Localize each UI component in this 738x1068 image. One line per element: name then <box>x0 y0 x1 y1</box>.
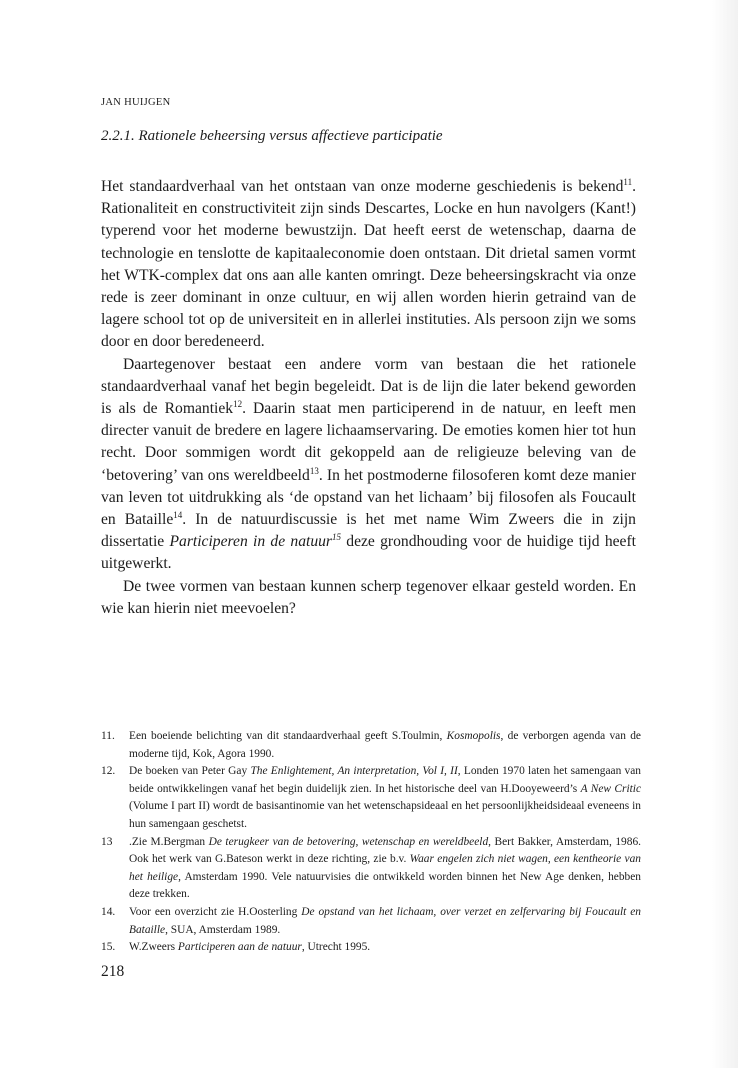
footnote-14 <box>101 904 641 939</box>
footnotes <box>101 728 641 957</box>
text-run: , de verborgen agenda van de moderne tijd, Kok, Agora 1990. <box>129 730 641 760</box>
italic-text: De opstand van het lichaam, over verzet en zelfervaring bij Foucault en Bataille <box>129 905 641 936</box>
footnote-11 <box>101 728 641 763</box>
page-edge-shadow <box>712 0 738 1068</box>
text-run: (Volume I part II) wordt de basisantinomie van het wetenschapsideaal en het persoonlijkheidsideaal eveneens in hun samengaan geschetst. <box>129 800 641 830</box>
footnote-number: 15. <box>101 941 116 954</box>
footnote-text <box>129 836 641 901</box>
body-text <box>101 176 636 620</box>
footnote-ref: 13 <box>309 465 319 476</box>
text-run: Daartegenover bestaat een andere vorm van bestaan die het rationele standaardverhaal vanaf het begin begeleidt. Dat is de lijn die later bekend geworden is als de Romantiek <box>101 355 636 418</box>
paragraph-1 <box>101 176 636 354</box>
text-run: Een boeiende belichting van dit standaardverhaal geeft S.Toulmin, <box>129 730 447 742</box>
footnote-text <box>129 765 641 830</box>
footnote-text <box>129 906 641 936</box>
text-run: . Rationaliteit en constructiviteit zijn sinds Descartes, Locke en hun navolgers (Kant!) typerend voor het moderne bewustzijn. Dat heeft eerst de wetenschap, daarna de technologie en tenslotte de kapitaaleconomie doen ontstaan. Dit drietal samen vormt het WTK-complex dat ons aan alle kanten omringt. Deze beheersingskracht via onze rede is zeer dominant in onze cultuur, en wij allen worden hierin getraind van de lagere school tot op de universiteit en in allerlei instituties. Als persoon zijn we soms door en door beredeneerd. <box>101 178 636 351</box>
text-run: De twee vormen van bestaan kunnen scherp tegenover elkaar gesteld worden. En wie kan hierin niet meevoelen? <box>101 577 636 617</box>
text-run: , Londen 1970 laten het samengaan van beide ontwikkelingen vanaf het begin duidelijk zien. In het historische deel van H.Dooyeweerd’s <box>129 765 642 795</box>
text-run: deze grondhouding voor de huidige tijd heeft uitgewerkt. <box>101 533 636 573</box>
text-run: . In het postmoderne filosoferen komt deze manier van leven tot uitdrukking als ‘de opstand van het lichaam’ bij filosofen als Foucault en Bataille <box>101 466 637 529</box>
running-head: JAN HUIJGEN <box>101 97 171 108</box>
footnote-ref: 14 <box>173 509 183 520</box>
paragraph-2 <box>101 354 636 576</box>
section-title: 2.2.1. Rationele beheersing versus affectieve participatie <box>101 128 443 144</box>
text-run: Voor een overzicht zie H.Oosterling <box>129 905 302 918</box>
text-run: Het standaardverhaal van het ontstaan van onze moderne geschiedenis is bekend <box>101 178 624 195</box>
footnote-13 <box>101 834 641 904</box>
footnote-number: 12. <box>101 765 116 778</box>
footnote-12 <box>101 763 641 833</box>
footnote-number: 13 <box>101 835 113 848</box>
text-run: . Daarin staat men participerend in de natuur, en leeft men directer vanuit de bredere en lagere lichaamservaring. De emoties komen hier tot hun recht. Door sommigen wordt dit gekoppeld aan de religieuze beleving van de ‘betovering’ van ons wereldbeeld <box>101 400 636 484</box>
text-run: , Amsterdam 1990. Vele natuurvisies die ontwikkeld worden binnen het New Age denken, hebben deze trekken. <box>129 870 641 901</box>
footnote-ref: 15 <box>332 532 341 543</box>
page-number: 218 <box>101 963 125 980</box>
text-run: W.Zweers <box>129 941 178 954</box>
text-run: , SUA, Amsterdam 1989. <box>165 923 281 936</box>
italic-text: De terugkeer van de betovering, wetenschap en wereldbeeld <box>208 835 489 848</box>
italic-text: Participeren in de natuur <box>169 533 332 551</box>
footnote-ref: 12 <box>233 398 243 409</box>
footnote-ref: 11 <box>623 176 633 187</box>
italic-text: Kosmopolis <box>446 730 501 742</box>
italic-text: Participeren aan de natuur <box>177 941 302 954</box>
text-run: De boeken van Peter Gay <box>129 765 251 778</box>
text-run: .Zie M.Bergman <box>129 835 209 848</box>
text-run: , Bert Bakker, Amsterdam, 1986. Ook het werk van G.Bateson werkt in deze richting, zie b.v. <box>129 835 641 866</box>
text-run: . In de natuurdiscussie is het met name Wim Zweers die in zijn dissertatie <box>101 511 636 551</box>
italic-text: A New Critic <box>580 782 641 795</box>
italic-text: The Enlightement, An interpretation, Vol I, II <box>250 765 458 778</box>
footnote-text <box>129 730 641 760</box>
footnote-number: 11. <box>101 730 115 742</box>
footnote-15 <box>101 939 641 957</box>
footnote-text <box>129 941 370 953</box>
text-run: , Utrecht 1995. <box>301 941 371 954</box>
footnote-number: 14. <box>101 905 116 918</box>
italic-text: Waar engelen zich niet wagen, een kentheorie van het heilige <box>129 853 641 883</box>
paragraph-3 <box>101 576 636 620</box>
